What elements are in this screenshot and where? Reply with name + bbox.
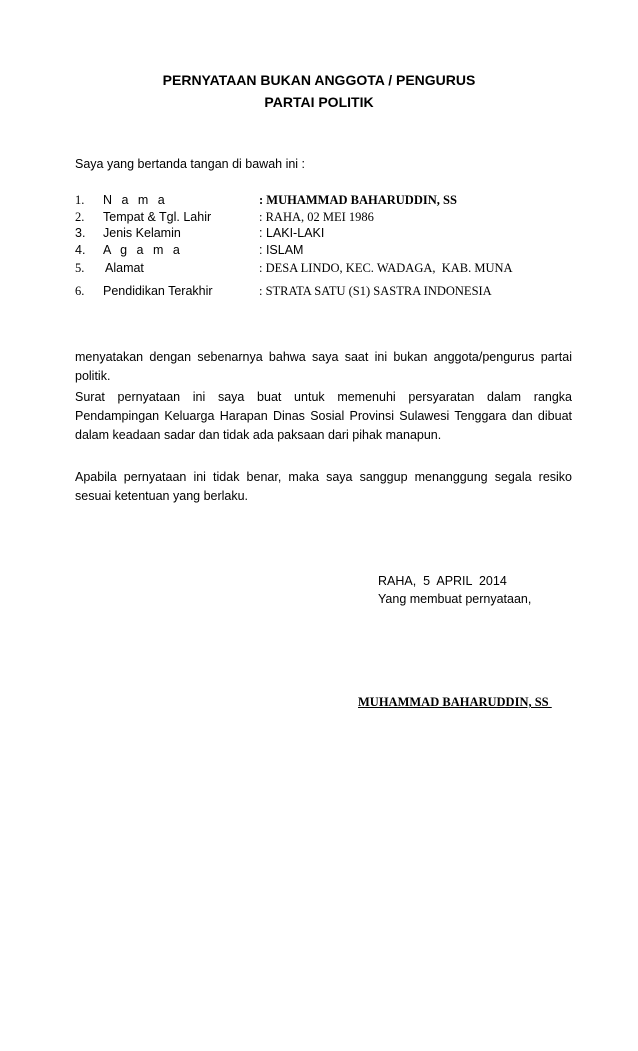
field-number: 5.	[75, 261, 85, 275]
field-row-name	[75, 193, 595, 211]
field-number: 1.	[75, 193, 85, 207]
field-number: 6.	[75, 284, 85, 298]
field-value: : DESA LINDO, KEC. WADAGA, KAB. MUNA	[259, 261, 513, 275]
field-row-address	[75, 261, 595, 279]
statement-paragraph: menyatakan dengan sebenarnya bahwa saya saat ini bukan anggota/pengurus partai politik.	[75, 350, 572, 383]
intro-text: Saya yang bertanda tangan di bawah ini :	[75, 157, 306, 171]
signer-name: MUHAMMAD BAHARUDDIN, SS	[358, 695, 552, 709]
field-value: : LAKI-LAKI	[259, 226, 325, 240]
signer-role: Yang membuat pernyataan,	[378, 592, 532, 606]
purpose-paragraph: Surat pernyataan ini saya buat untuk memenuhi persyaratan dalam rangka Pendampingan Keluarga Harapan Dinas Sosial Provinsi Sulawesi Tenggara dan dibuat dalam keadaan sadar dan tidak ada paksaan dari pihak manapun.	[75, 390, 572, 442]
field-value: : MUHAMMAD BAHARUDDIN, SS	[259, 193, 457, 207]
field-row-education	[75, 284, 595, 302]
field-number: 4.	[75, 243, 86, 257]
field-number: 2.	[75, 210, 85, 224]
field-label: Alamat	[105, 261, 144, 275]
field-value: : STRATA SATU (S1) SASTRA INDONESIA	[259, 284, 492, 298]
document-title-line2: PARTAI POLITIK	[264, 94, 374, 110]
field-number: 3.	[75, 226, 86, 240]
field-label: Pendidikan Terakhir	[103, 284, 213, 298]
document-title-line1: PERNYATAAN BUKAN ANGGOTA / PENGURUS	[162, 72, 476, 88]
field-label: A g a m a	[103, 243, 183, 257]
field-label: N a m a	[103, 193, 168, 207]
field-label: Jenis Kelamin	[103, 226, 181, 240]
field-row-gender	[75, 226, 595, 244]
field-value: : RAHA, 02 MEI 1986	[259, 210, 374, 224]
field-value: : ISLAM	[259, 243, 304, 257]
field-row-religion	[75, 243, 595, 261]
field-label: Tempat & Tgl. Lahir	[103, 210, 212, 224]
place-date: RAHA, 5 APRIL 2014	[378, 574, 507, 588]
liability-paragraph: Apabila pernyataan ini tidak benar, maka saya sanggup menanggung segala resiko sesuai ketentuan yang berlaku.	[75, 470, 572, 503]
